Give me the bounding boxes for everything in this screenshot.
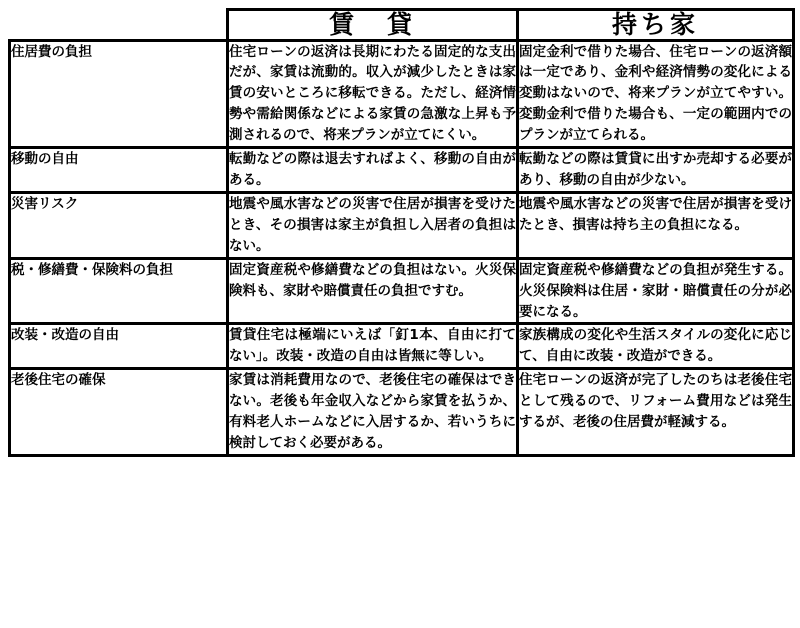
- row-label: 税・修繕費・保険料の負担: [10, 258, 228, 324]
- cell-own: 固定資産税や修繕費などの負担が発生する。火災保険料は住居・家財・賠償責任の分が必要になる。: [518, 258, 794, 324]
- rent-vs-own-comparison-table: [8, 8, 795, 457]
- cell-own: 地震や風水害などの災害で住居が損害を受けたとき、損害は持ち主の負担になる。: [518, 192, 794, 258]
- row-label: 改装・改造の自由: [10, 324, 228, 369]
- cell-rent: 転勤などの際は退去すればよく、移動の自由がある。: [228, 148, 518, 193]
- corner-cell: [10, 10, 228, 41]
- cell-own: 固定金利で借りた場合、住宅ローンの返済額は一定であり、金利や経済情勢の変化による変動はないので、将来プランが立てやすい。変動金利で借りた場合も、一定の範囲内でのプランが立てられる。: [518, 40, 794, 148]
- row-label: 住居費の負担: [10, 40, 228, 148]
- table-row: [10, 324, 794, 369]
- table-row: [10, 148, 794, 193]
- table-row: [10, 40, 794, 148]
- column-header-rent: 賃 貸: [228, 10, 518, 41]
- comparison-document: [0, 8, 800, 628]
- table-header-row: [10, 10, 794, 41]
- column-header-own: 持ち家: [518, 10, 794, 41]
- cell-own: 家族構成の変化や生活スタイルの変化に応じて、自由に改装・改造ができる。: [518, 324, 794, 369]
- cell-own: 転勤などの際は賃貸に出すか売却する必要があり、移動の自由が少ない。: [518, 148, 794, 193]
- table-row: [10, 192, 794, 258]
- cell-rent: 地震や風水害などの災害で住居が損害を受けたとき、その損害は家主が負担し入居者の負担はない。: [228, 192, 518, 258]
- row-label: 災害リスク: [10, 192, 228, 258]
- cell-own: 住宅ローンの返済が完了したのちは老後住宅として残るので、リフォーム費用などは発生するが、老後の住居費が軽減する。: [518, 369, 794, 456]
- cell-rent: 固定資産税や修繕費などの負担はない。火災保険料も、家財や賠償責任の負担ですむ。: [228, 258, 518, 324]
- row-label: 老後住宅の確保: [10, 369, 228, 456]
- cell-rent: 賃貸住宅は極端にいえば「釘1本、自由に打てない」。改装・改造の自由は皆無に等しい。: [228, 324, 518, 369]
- table-row: [10, 369, 794, 456]
- cell-rent: 住宅ローンの返済は長期にわたる固定的な支出だが、家賃は流動的。収入が減少したときは家賃の安いところに移転できる。ただし、経済情勢や需給関係などによる家賃の急激な上昇も予測されるので、将来プランが立てにくい。: [228, 40, 518, 148]
- row-label: 移動の自由: [10, 148, 228, 193]
- cell-rent: 家賃は消耗費用なので、老後住宅の確保はできない。老後も年金収入などから家賃を払うか、有料老人ホームなどに入居するか、若いうちに検討しておく必要がある。: [228, 369, 518, 456]
- table-row: [10, 258, 794, 324]
